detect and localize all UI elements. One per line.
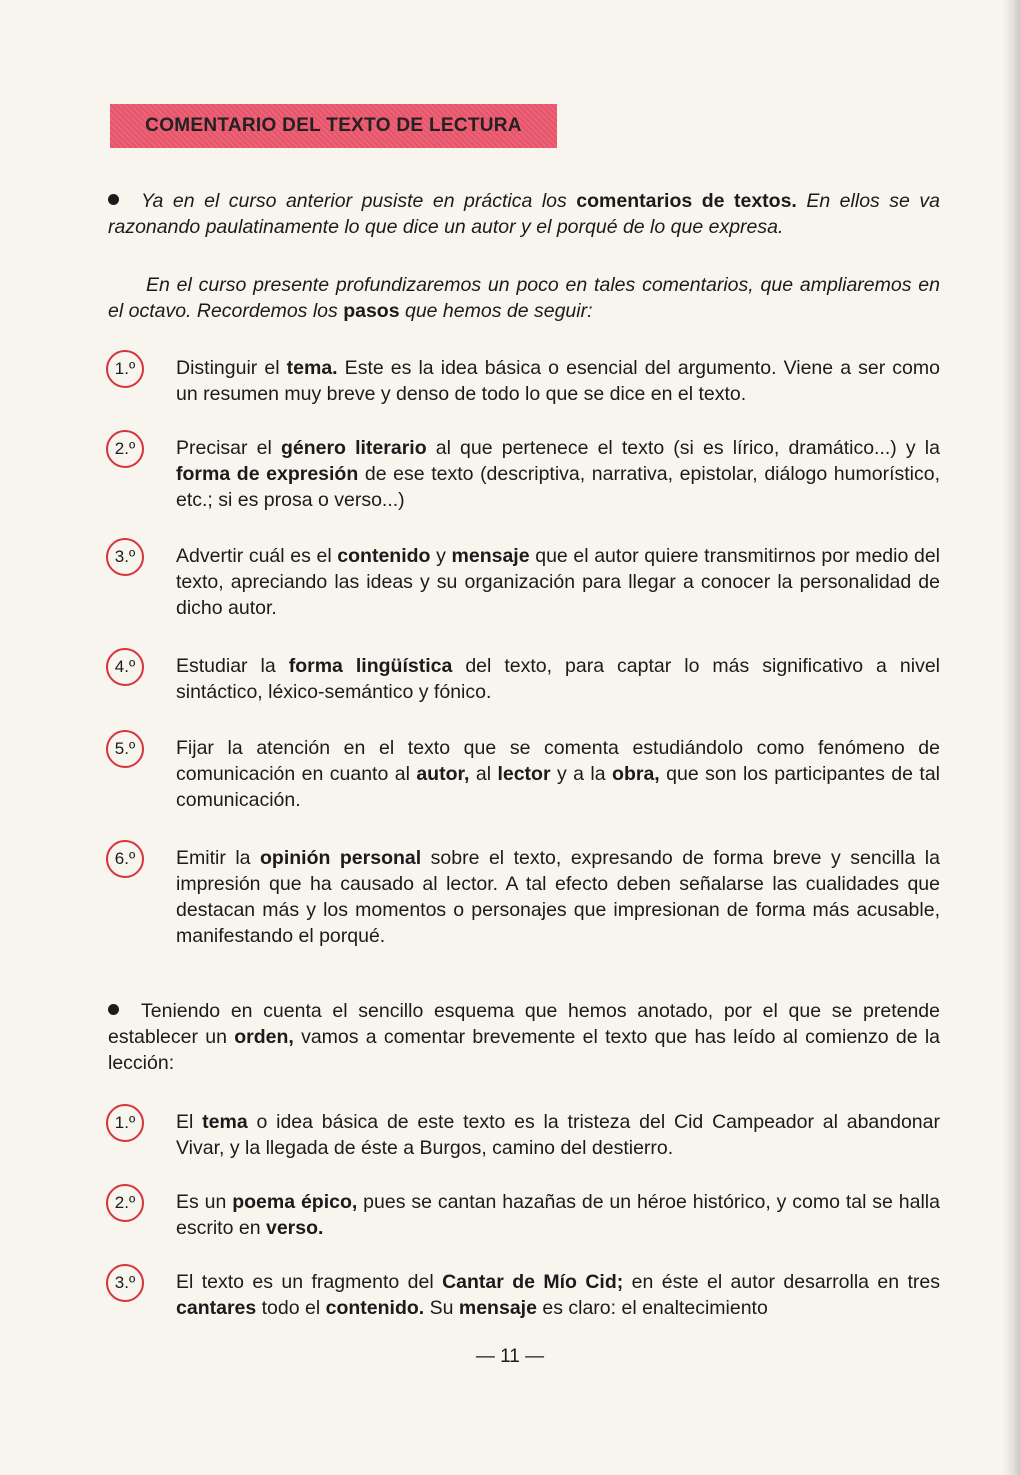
step-number-circle: 5.º [106,730,144,768]
bullet-icon [108,1004,119,1015]
step-6 [106,840,940,949]
step-number-circle: 4.º [106,648,144,686]
step-text: Fijar la atención en el texto que se comenta estudiándolo como fenómeno de comunicación en cuanto al autor, al lector y a la obra, que son los participantes de tal comunicación. [176,737,940,811]
intro-paragraph-1: Ya en el curso anterior pusiste en práctica los comentarios de textos. En ellos se va razonando paulatinamente lo que dice un autor y el porqué de lo que expresa. [108,190,940,238]
step-number-circle: 6.º [106,840,144,878]
step-4 [106,648,940,705]
step-number-circle: 2.º [106,1184,144,1222]
step-text: Advertir cuál es el contenido y mensaje que el autor quiere transmitirnos por medio del texto, apreciando las ideas y su organización para llegar a conocer la personalidad de dicho autor. [176,545,940,619]
analysis-1 [106,1104,940,1161]
analysis-text: El tema o idea básica de este texto es la tristeza del Cid Campeador al abandonar Vivar, y la llegada de éste a Burgos, camino del destierro. [176,1111,940,1159]
step-text: Estudiar la forma lingüística del texto, para captar lo más significativo a nivel sintáctico, léxico-semántico y fónico. [176,655,940,703]
step-number-circle: 1.º [106,350,144,388]
step-number-circle: 3.º [106,1264,144,1302]
analysis-text: El texto es un fragmento del Cantar de Mío Cid; en éste el autor desarrolla en tres cantares todo el contenido. Su mensaje es claro: el enaltecimiento [176,1271,940,1319]
second-paragraph: Teniendo en cuenta el sencillo esquema que hemos anotado, por el que se pretende establecer un orden, vamos a comentar brevemente el texto que has leído al comienzo de la lección: [108,1000,941,1074]
page-number: — 11 — [475,1346,545,1367]
step-number-circle: 1.º [106,1104,144,1142]
step-3 [106,538,940,621]
bullet-icon [108,194,119,205]
section-banner [110,104,557,148]
step-5 [106,730,940,813]
analysis-3 [106,1264,940,1321]
analysis-text: Es un poema épico, pues se cantan hazañas de un héroe histórico, y como tal se halla escrito en verso. [176,1191,940,1239]
step-text: Precisar el género literario al que pertenece el texto (si es lírico, dramático...) y la forma de expresión de ese texto (descriptiva, narrativa, epistolar, diálogo humorístico, etc.; si es prosa o verso...) [176,437,941,511]
step-1 [106,350,940,407]
step-text: Emitir la opinión personal sobre el texto, expresando de forma breve y sencilla la impresión que ha causado al lector. A tal efecto deben señalarse las cualidades que destacan más y los momentos o personajes que impresionan de forma más acusable, manifestando el porqué. [176,847,940,947]
intro-paragraph-2: En el curso presente profundizaremos un poco en tales comentarios, que ampliaremos en el octavo. Recordemos los pasos que hemos de seguir: [108,274,940,322]
step-2 [106,430,940,513]
step-number-circle: 2.º [106,430,144,468]
page-edge-shadow [1002,0,1020,1475]
analysis-2 [106,1184,940,1241]
step-text: Distinguir el tema. Este es la idea básica o esencial del argumento. Viene a ser como un resumen muy breve y denso de todo lo que se dice en el texto. [176,357,940,405]
section-title: COMENTARIO DEL TEXTO DE LECTURA [145,115,522,136]
step-number-circle: 3.º [106,538,144,576]
